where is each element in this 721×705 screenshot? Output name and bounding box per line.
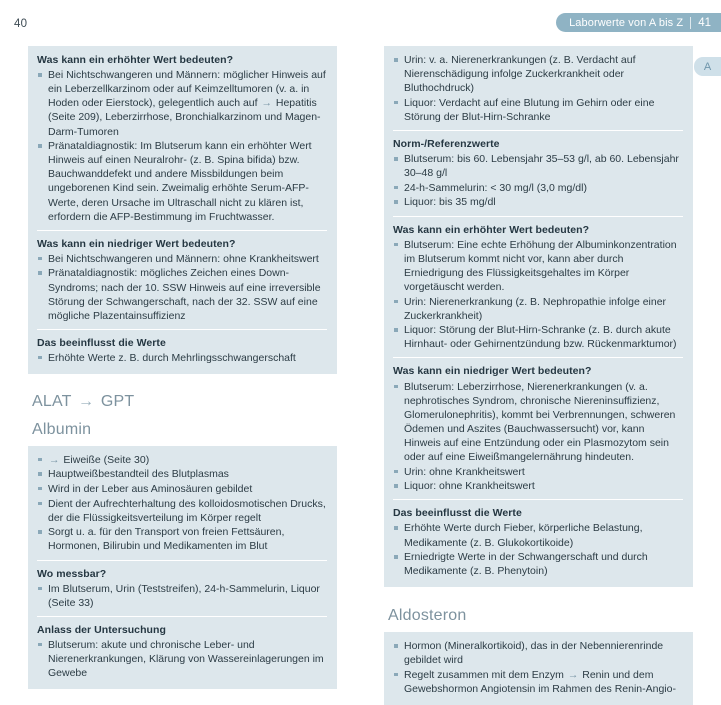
content-block bbox=[37, 230, 327, 323]
running-head-divider bbox=[690, 17, 691, 29]
block-title: Anlass der Untersuchung bbox=[37, 623, 166, 636]
right-column bbox=[384, 46, 693, 705]
bullet-item: Dient der Aufrechterhaltung des kolloidosmotischen Drucks, der die Flüssigkeitsverteilung im Körper regelt bbox=[37, 497, 327, 525]
bullet-item: Erniedrigte Werte in der Schwangerschaft und durch Medikamente (z. B. Phenytoin) bbox=[393, 550, 683, 578]
bullet-item: Bei Nichtschwangeren und Männern: möglicher Hinweis auf ein Leberzellkarzinom oder auf Keimzelltumoren (v. a. in Hoden oder Eierstock), gelegentlich auch auf → Hepatitis (Seite 209), Leberzirrhose, Bronchialkarzinom und Magen-Darm-Tumoren bbox=[37, 68, 327, 139]
bullet-list bbox=[37, 68, 327, 224]
bullet-list bbox=[393, 53, 683, 124]
section-heading-alat-wrap bbox=[28, 374, 337, 414]
bullet-item: Blutserum: bis 60. Lebensjahr 35–53 g/l, ab 60. Lebensjahr 30–48 g/l bbox=[393, 152, 683, 180]
bullet-item: Urin: ohne Krankheitswert bbox=[393, 465, 683, 479]
block-title: Wo messbar? bbox=[37, 567, 107, 580]
bullet-item: 24-h-Sammelurin: < 30 mg/l (3,0 mg/dl) bbox=[393, 181, 683, 195]
cross-reference-arrow-icon: → bbox=[77, 392, 95, 410]
thumb-index-tab[interactable] bbox=[694, 57, 721, 76]
bullet-item: Blutserum: akute und chronische Leber- und Nierenerkrankungen, Klärung von Wassereinlagerungen im Gewebe bbox=[37, 638, 327, 680]
block-title: Was kann ein niedriger Wert bedeuten? bbox=[37, 237, 236, 250]
section-heading-aldosteron-wrap bbox=[384, 587, 693, 632]
left-column bbox=[28, 46, 337, 689]
bullet-item: Hauptweißbestandteil des Blutplasmas bbox=[37, 467, 327, 481]
block-title: Was kann ein erhöhter Wert bedeuten? bbox=[37, 54, 234, 66]
folio-left: 40 bbox=[14, 18, 28, 30]
aldosteron-info-box bbox=[384, 632, 693, 704]
block-title: Norm-/Referenzwerte bbox=[393, 138, 500, 151]
block-title: Das beeinflusst die Werte bbox=[393, 507, 522, 520]
bullet-list bbox=[37, 638, 327, 680]
content-block bbox=[37, 560, 327, 610]
bullet-item: Liquor: Verdacht auf eine Blutung im Gehirn oder eine Störung der Blut-Hirn-Schranke bbox=[393, 96, 683, 124]
bullet-list bbox=[393, 152, 683, 209]
bullet-item: Erhöhte Werte durch Fieber, körperliche Belastung, Medikamente (z. B. Glukokortikoide) bbox=[393, 521, 683, 549]
thumb-index-letter: A bbox=[703, 60, 712, 73]
albumin-continued-info-box bbox=[384, 46, 693, 587]
running-head-pill bbox=[556, 13, 721, 32]
bullet-item: Urin: Nierenerkrankung (z. B. Nephropathie infolge einer Zuckerkrankheit) bbox=[393, 295, 683, 323]
bullet-item: Blutserum: Eine echte Erhöhung der Albuminkonzentration im Blutserum kommt nicht vor, kann aber durch Erniedrigung des Flüssigkeitsgehaltes im Körper vorgetäuscht werden. bbox=[393, 238, 683, 294]
content-block bbox=[393, 499, 683, 578]
bullet-item: Erhöhte Werte z. B. durch Mehrlingsschwangerschaft bbox=[37, 351, 327, 365]
albumin-info-box bbox=[28, 446, 337, 689]
block-title: Was kann ein erhöhter Wert bedeuten? bbox=[393, 223, 590, 236]
content-block bbox=[393, 130, 683, 210]
bullet-list bbox=[393, 380, 683, 494]
bullet-list bbox=[37, 582, 327, 610]
running-head-title: Laborwerte von A bis Z bbox=[569, 16, 684, 29]
page-header bbox=[0, 0, 721, 46]
bullet-list bbox=[37, 252, 327, 323]
bullet-item: Hormon (Mineralkortikoid), das in der Nebennierenrinde gebildet wird bbox=[393, 639, 683, 667]
content-block bbox=[393, 216, 683, 352]
bullet-item: Urin: v. a. Nierenerkrankungen (z. B. Verdacht auf Nierenschädigung infolge Zuckerkrankheit oder Bluthochdruck) bbox=[393, 53, 683, 95]
bullet-item: Sorgt u. a. für den Transport von freien Fettsäuren, Hormonen, Bilirubin und Medikamenten im Blut bbox=[37, 525, 327, 553]
section-heading-albumin-wrap bbox=[28, 414, 337, 446]
bullet-item: Liquor: bis 35 mg/dl bbox=[393, 195, 683, 209]
cross-reference-arrow-icon: → bbox=[567, 668, 579, 681]
bullet-list bbox=[37, 351, 327, 365]
bullet-item: → Eiweiße (Seite 30) bbox=[37, 453, 327, 467]
cross-reference-arrow-icon: → bbox=[261, 97, 272, 110]
bullet-item: Liquor: Störung der Blut-Hirn-Schranke (z. B. durch akute Hirnhaut- oder Gehirnentzündung bzw. Rückenmarktumor) bbox=[393, 323, 683, 351]
content-block bbox=[37, 329, 327, 365]
bullet-item: Im Blutserum, Urin (Teststreifen), 24-h-Sammelurin, Liquor (Seite 33) bbox=[37, 582, 327, 610]
bullet-item: Wird in der Leber aus Aminosäuren gebildet bbox=[37, 482, 327, 496]
bullet-list bbox=[393, 238, 683, 352]
afp-info-box bbox=[28, 46, 337, 374]
content-block bbox=[37, 53, 327, 224]
bullet-item: Bei Nichtschwangeren und Männern: ohne Krankheitswert bbox=[37, 252, 327, 266]
folio-right: 41 bbox=[698, 16, 711, 29]
section-heading-alat: ALAT → GPT bbox=[32, 392, 135, 410]
section-heading-aldosteron: Aldosteron bbox=[388, 606, 467, 624]
bullet-item: Liquor: ohne Krankheitswert bbox=[393, 479, 683, 493]
content-block bbox=[393, 357, 683, 493]
bullet-item: Blutserum: Leberzirrhose, Nierenerkrankungen (v. a. nephrotisches Syndrom, chronische Niereninsuffizienz, Glomerulonephritis), kommt bei Verbrennungen, schweren Ödemen und Aszites (Bauchwassersucht) vor, kann Hinweis auf eine Entzündung oder ein Plasmozytom sein oder auf eine Eiweißmangelernährung hindeuten. bbox=[393, 380, 683, 465]
bullet-item: Pränataldiagnostik: mögliches Zeichen eines Down-Syndroms; nach der 10. SSW Hinweis auf eine irreversible Störung der Schwangerschaft, nach der 32. SSW auf eine mögliche Plazentainsuffizienz bbox=[37, 266, 327, 322]
cross-reference-arrow-icon: → bbox=[49, 453, 60, 466]
content-block bbox=[393, 53, 683, 124]
bullet-item: Regelt zusammen mit dem Enzym → Renin und dem Gewebshormon Angiotensin im Rahmen des Renin-Angio- bbox=[393, 668, 683, 696]
bullet-item: Pränataldiagnostik: Im Blutserum kann ein erhöhter Wert Hinweis auf einen Neuralrohr- (z. B. Spina bifida) bzw. Bauchwanddefekt und andere Missbildungen beim ungeborenen Kind sein. Zweimalig erhöhte Serum-AFP-Werte, deren Ursache im Ultraschall nicht zu klären ist, erfordern die AFP-Bestimmung im Fruchtwasser. bbox=[37, 139, 327, 224]
bullet-list bbox=[393, 521, 683, 578]
block-title: Was kann ein niedriger Wert bedeuten? bbox=[393, 365, 592, 378]
content-block bbox=[37, 453, 327, 554]
bullet-list bbox=[37, 453, 327, 554]
section-heading-albumin: Albumin bbox=[32, 420, 92, 438]
block-title: Das beeinflusst die Werte bbox=[37, 336, 166, 349]
